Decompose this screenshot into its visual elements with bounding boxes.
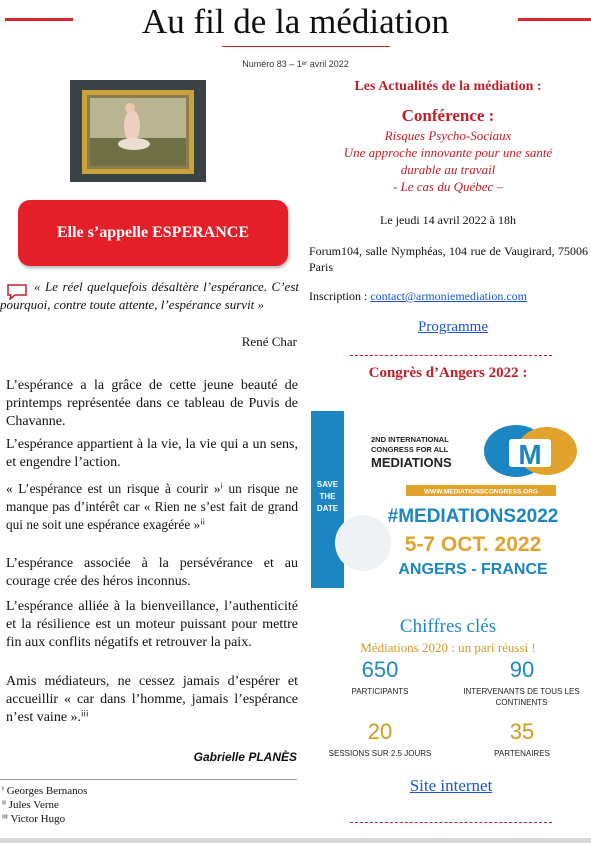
newsletter-title: Au fil de la médiation [141, 2, 450, 41]
dashed-divider-1 [350, 355, 552, 356]
title-underline [222, 46, 390, 47]
epigraph-quote: « Le réel quelquefois désaltère l’espérance. C’est pourquoi, contre toute attente, l’espérance survit » [0, 279, 299, 312]
paragraph-4: L’espérance associée à la persévérance et au courage crée des héros inconnus. [6, 556, 298, 589]
dashed-divider-2 [350, 822, 552, 823]
globe-background [335, 515, 391, 571]
esperance-button[interactable]: Elle s’appelle ESPERANCE [18, 200, 288, 266]
stat-participants-value: 650 [361, 657, 399, 682]
paragraph-6: Amis médiateurs, ne cessez jamais d’espérer et accueillir « car dans l’homme, jamais l’espérance n’est vaine ».ⁱⁱⁱ [6, 674, 298, 725]
conference-date: Le jeudi 14 avril 2022 à 18h [380, 213, 516, 227]
paragraph-5: L’espérance alliée à la bienveillance, l’authenticité et la résilience est un moteur puissant pour mettre fin aux conflits négatifs et retrouver la paix. [6, 599, 298, 650]
stat-partenaires-label: PARTENAIRES [494, 749, 550, 758]
congress-url: WWW.MEDIATIONSCONGRESS.ORG [424, 488, 538, 496]
conference-line-4: - Le cas du Québec – [392, 179, 504, 194]
footnotes-divider [0, 779, 297, 780]
congress-city: ANGERS - FRANCE [398, 561, 548, 578]
site-internet-link[interactable]: Site internet [409, 776, 493, 795]
stat-participants-label: PARTICIPANTS [351, 687, 409, 696]
inscription-label: Inscription : [309, 289, 371, 303]
issue-number: Numéro 83 – 1ᵉʳ avril 2022 [242, 59, 349, 69]
congress-line-2: CONGRESS FOR ALL [371, 445, 449, 454]
logo-letter: M [518, 439, 542, 470]
inscription-email-link[interactable]: contact@armoniemediation.com [370, 289, 527, 303]
paragraph-3: « L’espérance est un risque à courir »ⁱ un risque ne manque pas d’intérêt car « Rien ne s’est fait de grand qui ne soit une espérance exagérée »ⁱⁱ [6, 481, 298, 532]
conference-title: Conférence : [401, 106, 495, 125]
congress-banner[interactable] [311, 411, 591, 588]
paragraph-1: L’espérance a la grâce de cette jeune beauté de printemps représentée dans ce tableau de Puvis de Chavanne. [6, 378, 298, 429]
conference-place: Forum104, salle Nymphéas, 104 rue de Vaugirard, 75006 Paris [309, 244, 588, 274]
author-signature: Gabrielle PLANÈS [193, 750, 297, 764]
conference-line-2: Une approche innovante pour une santé [343, 145, 553, 160]
congress-hashtag: #MEDIATIONS2022 [387, 506, 559, 527]
bottom-bar [0, 838, 591, 843]
footnote-3: ⁱⁱⁱ Victor Hugo [2, 813, 66, 825]
chiffres-subtitle: Médiations 2020 : un pari réussi ! [360, 640, 536, 655]
congress-logo-icon [484, 425, 577, 477]
congress-line-1: 2ND INTERNATIONAL [371, 435, 449, 444]
stat-sessions-label: SESSIONS SUR 2.5 JOURS [328, 749, 432, 758]
painting-image [70, 80, 206, 182]
conference-line-3: durable au travail [400, 162, 496, 177]
date-text: DATE [316, 504, 339, 513]
congress-dates: 5-7 OCT. 2022 [404, 533, 542, 556]
programme-link[interactable]: Programme [418, 319, 488, 335]
quote-author: René Char [241, 334, 297, 349]
news-heading: Les Actualités de la médiation : [354, 79, 542, 94]
save-text: SAVE [316, 480, 339, 489]
congres-heading: Congrès d’Angers 2022 : [368, 365, 528, 381]
footnote-1: ⁱ Georges Bernanos [2, 785, 88, 797]
conference-line-1: Risques Psycho-Sociaux [384, 128, 512, 143]
footnote-2: ⁱⁱ Jules Verne [2, 799, 59, 811]
chiffres-title: Chiffres clés [399, 616, 497, 637]
the-text: THE [319, 492, 336, 501]
congress-line-3: MEDIATIONS [371, 455, 452, 470]
stat-partenaires-value: 35 [509, 719, 535, 744]
paragraph-2: L’espérance appartient à la vie, la vie qui a un sens, et engendre l’action. [6, 437, 298, 470]
stat-intervenants-value: 90 [509, 657, 535, 682]
inscription-line [309, 289, 527, 304]
stat-intervenants-label: INTERVENANTS DE TOUS LES CONTINENTS [463, 687, 580, 707]
stat-sessions-value: 20 [367, 719, 393, 744]
